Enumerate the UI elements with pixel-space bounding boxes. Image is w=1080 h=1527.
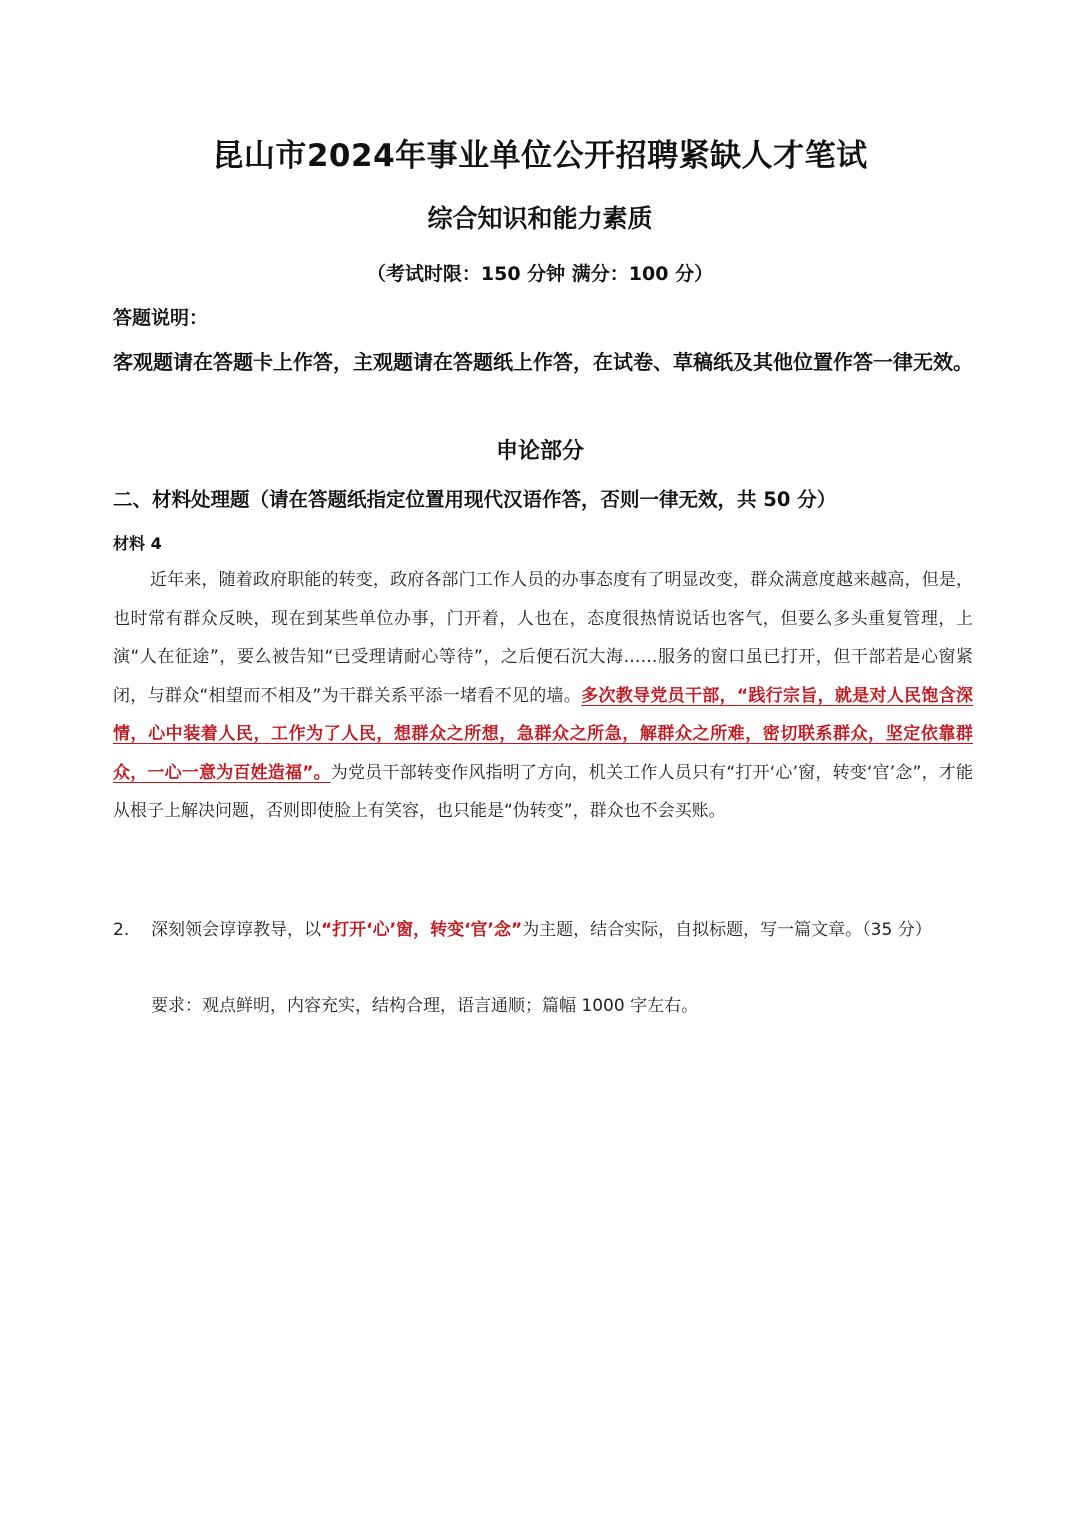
question-theme: “打开‘心’窗，转变‘官’念” [321,920,523,940]
material-text-after: 为党员干部转变作风指明了方向，机关工作人员只有“打开‘心’窗，转变‘官’念”，才能从根子上解决问题，否则即使脸上有笑容，也只能是“伪转变”，群众也不会买账。 [113,762,973,821]
question-text-before: 深刻领会谆谆教导，以 [151,920,321,940]
material-highlight-quote: 多次教导党员干部，“践行宗旨，就是对人民饱含深情，心中装着人民，工作为了人民，想群众之所想，急群众之所急，解群众之所难，密切联系群众，坚定依靠群众，一心一意为百姓造福”。 [113,685,974,783]
exam-title: 昆山市2024年事业单位公开招聘紧缺人才笔试 [212,138,868,174]
material-paragraph [113,561,973,831]
question-heading: 二、材料处理题（请在答题纸指定位置用现代汉语作答，否则一律无效，共 50 分） [113,488,837,511]
question-text-after: 为主题，结合实际，自拟标题，写一篇文章。（35 分） [522,920,932,940]
instructions-label: 答题说明： [113,307,209,329]
question-requirements: 要求：观点鲜明，内容充实，结构合理，语言通顺；篇幅 1000 字左右。 [151,996,699,1016]
material-text-before: 近年来，随着政府职能的转变，政府各部门工作人员的办事态度有了明显改变，群众满意度越来越高，但是，也时常有群众反映，现在到某些单位办事，门开着，人也在，态度很热情说话也客气，但要么多头重复管理，上演“人在征途”，要么被告知“已受理请耐心等待”，之后便石沉大海……服务的窗口虽已打开，但干部若是心窗紧闭，与群众“相望而不相及”为干群关系平添一堵看不见的墙。 [113,570,973,706]
material-label: 材料 4 [113,534,162,553]
question-number: 2. [113,920,130,940]
exam-info: （考试时限：150 分钟 满分：100 分） [366,263,714,285]
instructions-text: 客观题请在答题卡上作答，主观题请在答题纸上作答，在试卷、草稿纸及其他位置作答一律无效。 [113,350,973,374]
exam-subtitle: 综合知识和能力素质 [427,204,653,233]
question-text [151,912,973,948]
section-title: 申论部分 [495,439,584,464]
